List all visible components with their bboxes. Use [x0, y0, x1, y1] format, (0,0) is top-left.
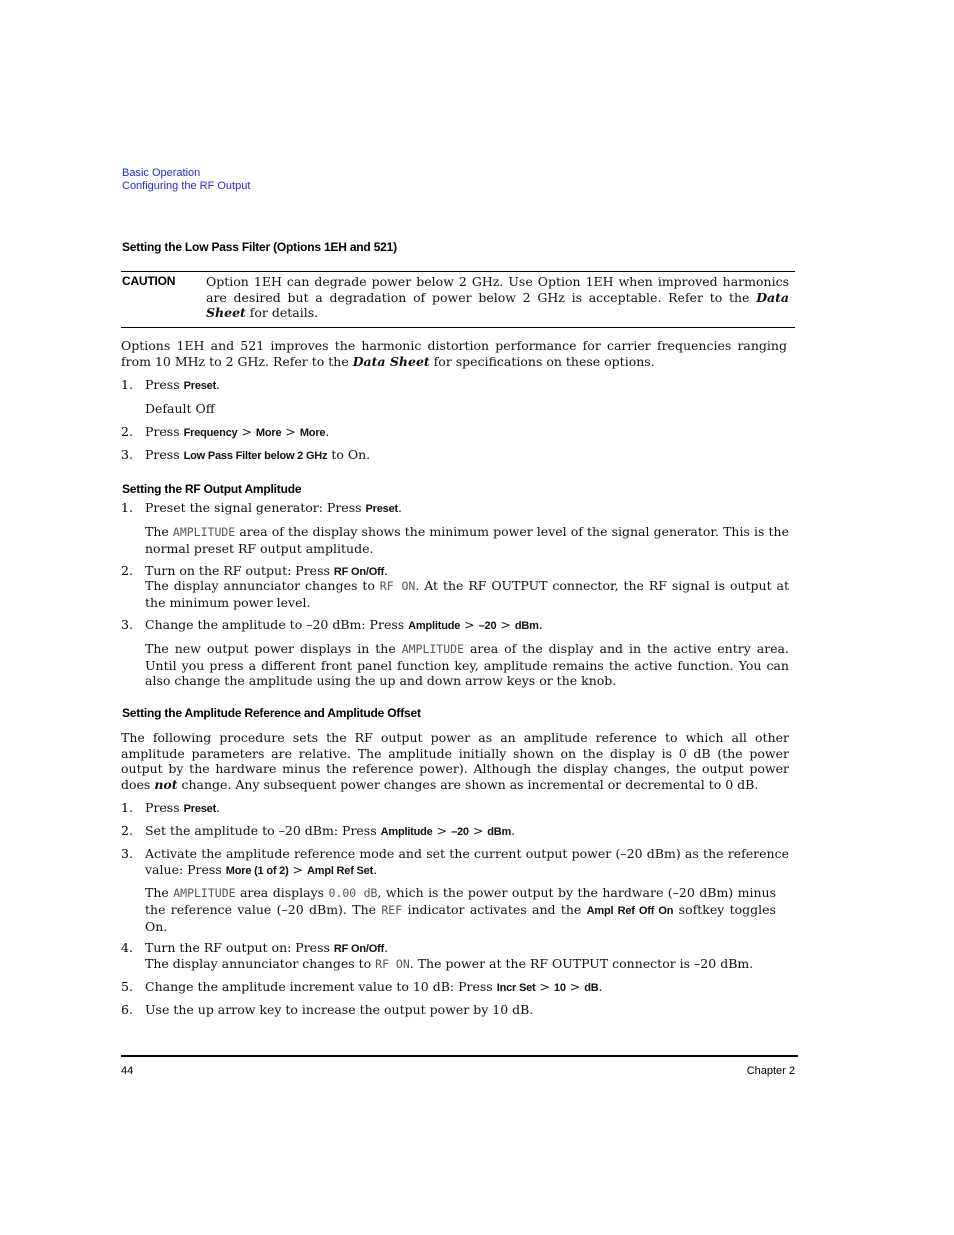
ampl-ref-set-key: Ampl Ref Set	[307, 864, 374, 877]
ref-step-3: Activate the amplitude reference mode and set the current output power (–20 dBm) as the reference value: Press More (1 of 2) > Ampl Ref Set.	[145, 846, 789, 877]
ampl-ref-off-on-key: Ampl Ref Off On	[586, 904, 674, 917]
ref-step-4: Turn the RF output on: Press RF On/Off.	[145, 940, 389, 955]
intro-paragraph-filter: Options 1EH and 521 improves the harmonic distortion performance for carrier frequencies ranging from 10 MHz to 2 GHz. Refer to the Data Sheet for specifications on these options.	[121, 338, 787, 369]
amp-step-3: Change the amplitude to –20 dBm: Press Amplitude > –20 > dBm.	[145, 617, 543, 632]
step-number: 1.	[121, 800, 133, 815]
rf-on-annunciator: RF ON	[375, 957, 410, 971]
section-heading-low-pass-filter: Setting the Low Pass Filter (Options 1EH and 521)	[122, 240, 397, 254]
caution-data-sheet-ref: Data Sheet	[206, 289, 789, 321]
ref-step-6: Use the up arrow key to increase the output power by 10 dB.	[145, 1002, 534, 1017]
amp-step-2-note: The display annunciator changes to RF ON. At the RF OUTPUT connector, the RF signal is output at the minimum power level.	[145, 578, 789, 610]
amp-step-3-note: The new output power displays in the AMPLITUDE area of the display and in the active entry area. Until you press a different front panel function key, amplitude remains the active function. You can also change the amplitude using the up and down arrow keys or the knob.	[145, 641, 789, 689]
rf-on-off-key: RF On/Off	[333, 943, 385, 955]
step-number: 2.	[121, 563, 133, 578]
ref-step-1: Press Preset.	[145, 800, 221, 815]
amplitude-key: Amplitude	[408, 620, 461, 632]
incr-set-key: Incr Set	[496, 982, 536, 994]
more-key: More	[299, 427, 326, 439]
step-number: 4.	[121, 940, 133, 955]
amplitude-display-label: AMPLITUDE	[401, 642, 464, 656]
step-number: 3.	[121, 447, 133, 462]
dbm-key: dBm	[514, 620, 539, 632]
intro-paragraph-reference: The following procedure sets the RF output power as an amplitude reference to which all other amplitude parameters are relative. The amplitude initially shown on the display is 0 dB (the power output by the hardware minus the reference power). Although the display changes, the output power does not change. Any subsequent power changes are shown as incremental or decremental to 0 dB.	[121, 730, 789, 792]
page-number: 44	[121, 1065, 134, 1077]
more-key: More	[255, 427, 282, 439]
breadcrumb-subsection: Configuring the RF Output	[122, 180, 251, 192]
ref-step-3-note: The AMPLITUDE area displays 0.00 dB, which is the power output by the hardware (–20 dBm) minus the reference value (–20 dBm). The REF indicator activates and the Ampl Ref Off On softkey toggles On.	[145, 885, 776, 935]
preset-key: Preset	[183, 803, 217, 815]
footer-rule	[121, 1055, 798, 1057]
section-heading-amplitude-reference: Setting the Amplitude Reference and Amplitude Offset	[122, 706, 421, 720]
step-number: 2.	[121, 823, 133, 838]
step-number: 1.	[121, 377, 133, 392]
amplitude-display-label: AMPLITUDE	[173, 886, 236, 900]
step-number: 3.	[121, 617, 133, 632]
zero-db-readout: 0.00 dB	[328, 886, 378, 900]
rf-on-off-key: RF On/Off	[333, 566, 385, 578]
caution-top-rule	[121, 271, 795, 272]
caution-label: CAUTION	[122, 274, 176, 288]
amplitude-display-label: AMPLITUDE	[172, 525, 236, 539]
emphasis-not: not	[154, 776, 178, 792]
rf-on-annunciator: RF ON	[379, 579, 416, 593]
ref-indicator-label: REF	[381, 902, 403, 917]
section-heading-rf-output-amplitude: Setting the RF Output Amplitude	[122, 482, 302, 496]
frequency-key: Frequency	[183, 427, 238, 439]
low-pass-filter-key: Low Pass Filter below 2 GHz	[183, 450, 328, 462]
dbm-key: dBm	[487, 826, 512, 838]
ref-step-5: Change the amplitude increment value to 10 dB: Press Incr Set > 10 > dB.	[145, 979, 603, 994]
default-value-note: Default Off	[145, 401, 215, 416]
minus-20-key: –20	[478, 620, 497, 632]
more-1-of-2-key: More (1 of 2)	[225, 864, 289, 877]
lpf-step-2: Press Frequency > More > More.	[145, 424, 330, 439]
lpf-step-3: Press Low Pass Filter below 2 GHz to On.	[145, 447, 371, 462]
amp-step-1-note: The AMPLITUDE area of the display shows the minimum power level of the signal generator. This is the normal preset RF output amplitude.	[145, 524, 789, 556]
amp-step-1: Preset the signal generator: Press Preset.	[145, 500, 402, 515]
ref-step-2: Set the amplitude to –20 dBm: Press Amplitude > –20 > dBm.	[145, 823, 516, 838]
lpf-step-1: Press Preset.	[145, 377, 221, 392]
step-number: 1.	[121, 500, 133, 515]
step-number: 2.	[121, 424, 133, 439]
db-key: dB	[584, 982, 599, 994]
step-number: 6.	[121, 1002, 133, 1017]
preset-key: Preset	[183, 380, 217, 392]
ten-key: 10	[553, 982, 566, 994]
breadcrumb-section: Basic Operation	[122, 167, 201, 179]
amp-step-2: Turn on the RF output: Press RF On/Off.	[145, 563, 389, 578]
ref-step-4-note: The display annunciator changes to RF ON. The power at the RF OUTPUT connector is –20 dBm.	[145, 956, 754, 971]
minus-20-key: –20	[451, 826, 469, 838]
step-number: 3.	[121, 846, 133, 861]
chapter-label: Chapter 2	[746, 1065, 795, 1077]
amplitude-key: Amplitude	[380, 826, 433, 838]
caution-text: Option 1EH can degrade power below 2 GHz. Use Option 1EH when improved harmonics are desired but a degradation of power below 2 GHz is acceptable. Refer to the Data Sheet for details.	[206, 274, 789, 321]
data-sheet-ref: Data Sheet	[352, 353, 430, 369]
preset-key: Preset	[365, 503, 398, 515]
caution-bottom-rule	[121, 327, 795, 328]
step-number: 5.	[121, 979, 133, 994]
